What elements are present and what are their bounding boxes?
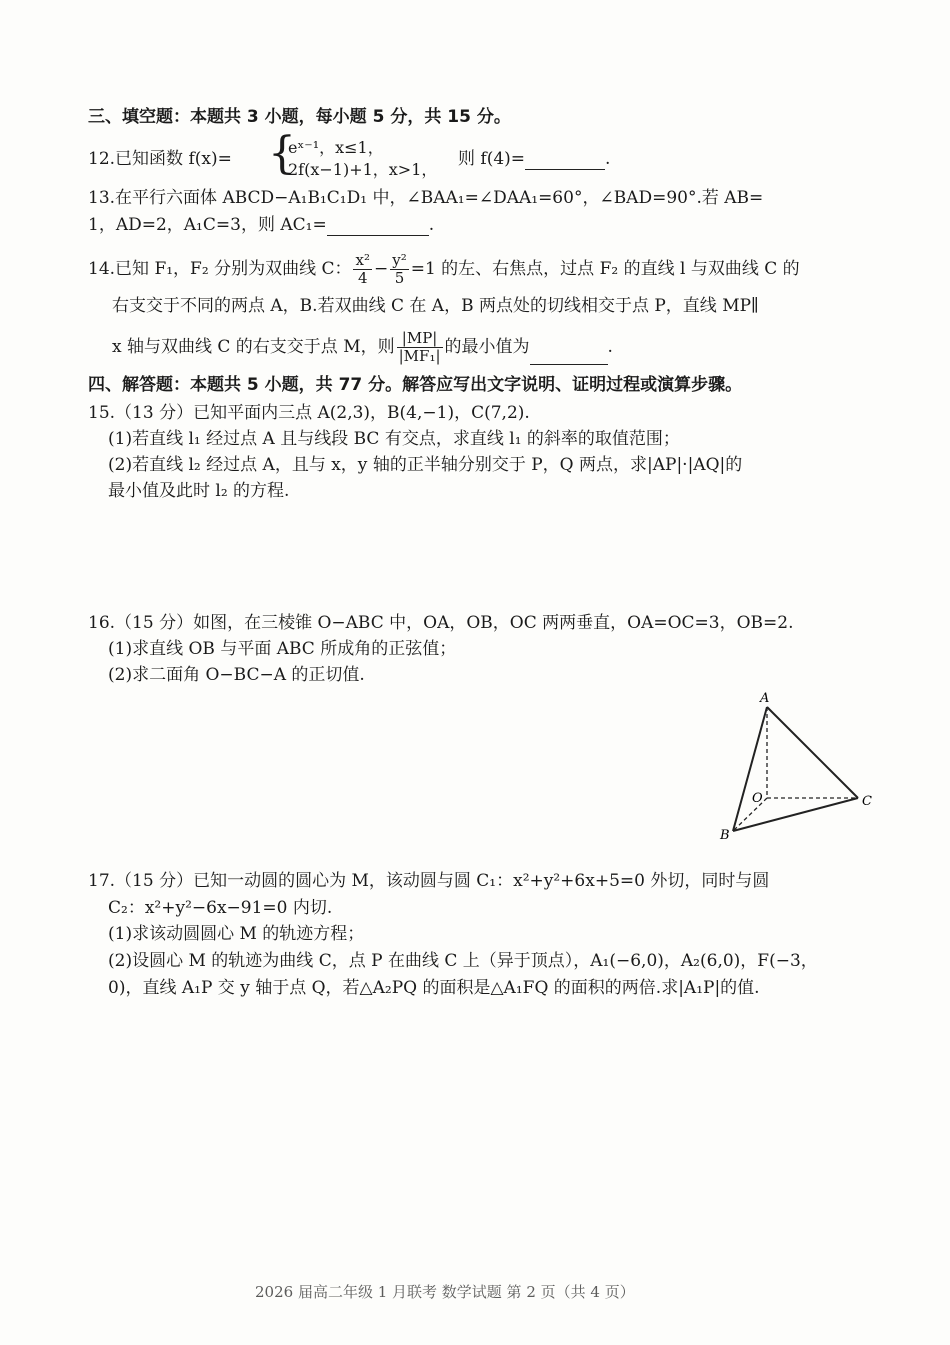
q17-line3: (1)求该动圆圆心 M 的轨迹方程； <box>108 924 365 944</box>
q14-line2: 右支交于不同的两点 A，B.若双曲线 C 在 A，B 两点处的切线相交于点 P，直线 MP∥ <box>112 296 759 316</box>
q17-line2: C₂：x²+y²−6x−91=0 内切. <box>108 898 333 918</box>
q12-end: . <box>605 149 611 169</box>
q14-frac-mp-den: |MF₁| <box>398 347 441 365</box>
q16-line2: (1)求直线 OB 与平面 ABC 所成角的正弦值； <box>108 639 457 659</box>
q14-answer-blank <box>530 346 608 365</box>
q14-line1 <box>88 252 800 287</box>
q14-frac-mp <box>397 330 443 365</box>
q15-line2: (1)若直线 l₁ 经过点 A 且与线段 BC 有交点，求直线 l₁ 的斜率的取值范围； <box>108 429 680 449</box>
q14-line1-a: 14.已知 F₁，F₂ 分别为双曲线 C： <box>88 259 352 279</box>
q14-frac-mp-num: |MP| <box>397 330 443 348</box>
q14-frac-x <box>353 252 371 287</box>
q15-line3: (2)若直线 l₂ 经过点 A，且与 x，y 轴的正半轴分别交于 P，Q 两点，求|AP|·|AQ|的 <box>108 455 743 475</box>
label-A: A <box>760 691 770 706</box>
q14-minus: − <box>373 259 389 279</box>
q13-line2 <box>88 214 434 236</box>
q14-line3-b: 的最小值为 <box>444 337 530 357</box>
label-C: C <box>862 794 872 809</box>
q14-frac-y-num: y² <box>392 251 407 269</box>
label-B: B <box>720 828 730 843</box>
q14-frac-x-num: x² <box>355 251 370 269</box>
edge-AC <box>767 707 858 798</box>
q14-frac-y <box>390 252 409 287</box>
q14-line1-b: =1 的左、右焦点，过点 F₂ 的直线 l 与双曲线 C 的 <box>410 259 800 279</box>
q13-end: . <box>428 215 435 235</box>
q17-line4: (2)设圆心 M 的轨迹为曲线 C，点 P 在曲线 C 上（异于顶点），A₁(−6,0)，A₂(6,0)，F(−3， <box>108 951 818 971</box>
q14-line3-a: x 轴与双曲线 C 的右支交于点 M，则 <box>112 337 395 357</box>
q12-prefix: 12.已知函数 f(x)= <box>88 149 232 169</box>
q12-suffix-text: 则 f(4)= <box>458 149 526 169</box>
q17-line5: 0)，直线 A₁P 交 y 轴于点 Q，若△A₂PQ 的面积是△A₁FQ 的面积的两倍.求|A₁P|的值. <box>108 978 760 998</box>
q15-line4: 最小值及此时 l₂ 的方程. <box>108 481 290 501</box>
q12-answer-blank <box>525 151 605 170</box>
q14-line3 <box>112 330 613 365</box>
tetrahedron-figure <box>710 685 890 845</box>
page-footer: 2026 届高二年级 1 月联考 数学试题 第 2 页（共 4 页） <box>255 1283 635 1301</box>
section4-title: 四、解答题：本题共 5 小题，共 77 分。解答应写出文字说明、证明过程或演算步骤。 <box>88 375 743 395</box>
q14-end: . <box>607 337 613 357</box>
q12-case1: eˣ⁻¹，x≤1， <box>288 138 384 157</box>
q12-brace: { <box>268 128 296 179</box>
q15-line1: 15.（13 分）已知平面内三点 A(2,3)，B(4,−1)，C(7,2). <box>88 403 530 423</box>
q14-frac-y-den: 5 <box>394 269 405 287</box>
label-O: O <box>752 791 763 806</box>
q14-frac-x-den: 4 <box>357 269 368 287</box>
q17-line1: 17.（15 分）已知一动圆的圆心为 M，该动圆与圆 C₁：x²+y²+6x+5=0 外切，同时与圆 <box>88 871 770 891</box>
section3-title: 三、填空题：本题共 3 小题，每小题 5 分，共 15 分。 <box>88 107 511 127</box>
q12-suffix <box>458 148 610 170</box>
edge-AB <box>733 707 767 831</box>
q12-case2: 2f(x−1)+1，x>1， <box>288 160 438 179</box>
q13-line2-text: 1，AD=2，A₁C=3，则 AC₁= <box>88 215 327 235</box>
q13-line1: 13.在平行六面体 ABCD−A₁B₁C₁D₁ 中，∠BAA₁=∠DAA₁=60°，∠BAD=90°.若 AB= <box>88 188 764 208</box>
q16-line3: (2)求二面角 O−BC−A 的正切值. <box>108 665 365 685</box>
q16-line1: 16.（15 分）如图，在三棱锥 O−ABC 中，OA，OB，OC 两两垂直，OA=OC=3，OB=2. <box>88 613 794 633</box>
q13-answer-blank <box>327 217 429 236</box>
